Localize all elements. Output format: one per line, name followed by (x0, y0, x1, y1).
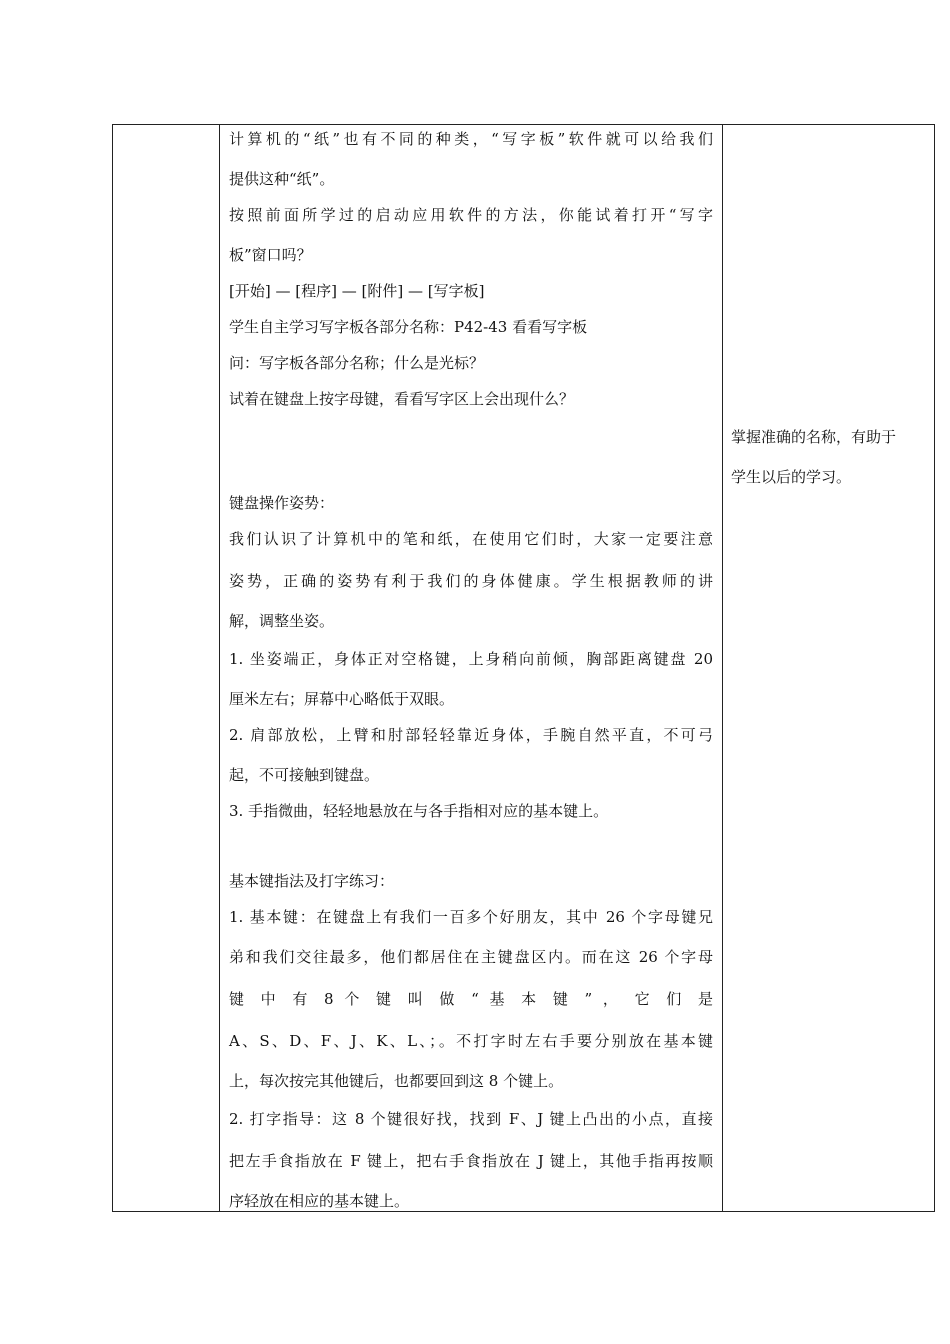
content-line: 键 中 有 8 个 键 叫 做 “ 基 本 键 ” ， 它 们 是 (229, 990, 713, 1008)
content-line: 2. 打字指导：这 8 个键很好找，找到 F、J 键上凸出的小点，直接 (229, 1110, 713, 1128)
content-line: 试着在键盘上按字母键，看看写字区上会出现什么？ (229, 390, 575, 408)
content-line: 计算机的“纸”也有不同的种类，“写字板”软件就可以给我们 (229, 130, 713, 148)
section-heading-keyboard-posture: 键盘操作姿势： (229, 494, 335, 512)
content-line: 学生自主学习写字板各部分名称：P42-43 看看写字板 (229, 318, 588, 336)
content-line: 上，每次按完其他键后，也都要回到这 8 个键上。 (229, 1072, 564, 1090)
content-line: 序轻放在相应的基本键上。 (229, 1192, 410, 1210)
content-line: [开始] — [程序] — [附件] — [写字板] (229, 282, 485, 300)
intent-line: 学生以后的学习。 (731, 468, 852, 486)
content-line: 厘米左右；屏幕中心略低于双眼。 (229, 690, 455, 708)
content-line: 1. 基本键：在键盘上有我们一百多个好朋友，其中 26 个字母键兄 (229, 908, 713, 926)
content-line: 问：写字板各部分名称；什么是光标？ (229, 354, 485, 372)
content-line: 1. 坐姿端正，身体正对空格键，上身稍向前倾，胸部距离键盘 20 (229, 650, 713, 668)
column-divider-left (219, 125, 220, 1211)
section-heading-home-keys: 基本键指法及打字练习： (229, 872, 395, 890)
content-line: 姿势，正确的姿势有利于我们的身体健康。学生根据教师的讲 (229, 572, 713, 590)
content-line: 按照前面所学过的启动应用软件的方法，你能试着打开“写字 (229, 206, 713, 224)
content-line: 2. 肩部放松，上臂和肘部轻轻靠近身体，手腕自然平直，不可弓 (229, 726, 713, 744)
intent-line: 掌握准确的名称，有助于 (731, 428, 897, 446)
content-line: 我们认识了计算机中的笔和纸，在使用它们时，大家一定要注意 (229, 530, 713, 548)
content-line: 解，调整坐姿。 (229, 612, 335, 630)
column-divider-right (722, 125, 723, 1211)
content-line: 弟和我们交往最多，他们都居住在主键盘区内。而在这 26 个字母 (229, 948, 713, 966)
content-line: 提供这种“纸”。 (229, 170, 335, 188)
content-line: 3. 手指微曲，轻轻地悬放在与各手指相对应的基本键上。 (229, 802, 609, 820)
content-line: 板”窗口吗？ (229, 246, 312, 264)
content-line: 把左手食指放在 F 键上，把右手食指放在 J 键上，其他手指再按顺 (229, 1152, 713, 1170)
content-line: A、S、D、F、J、K、L、；。不打字时左右手要分别放在基本键 (229, 1032, 713, 1050)
content-line: 起，不可接触到键盘。 (229, 766, 380, 784)
